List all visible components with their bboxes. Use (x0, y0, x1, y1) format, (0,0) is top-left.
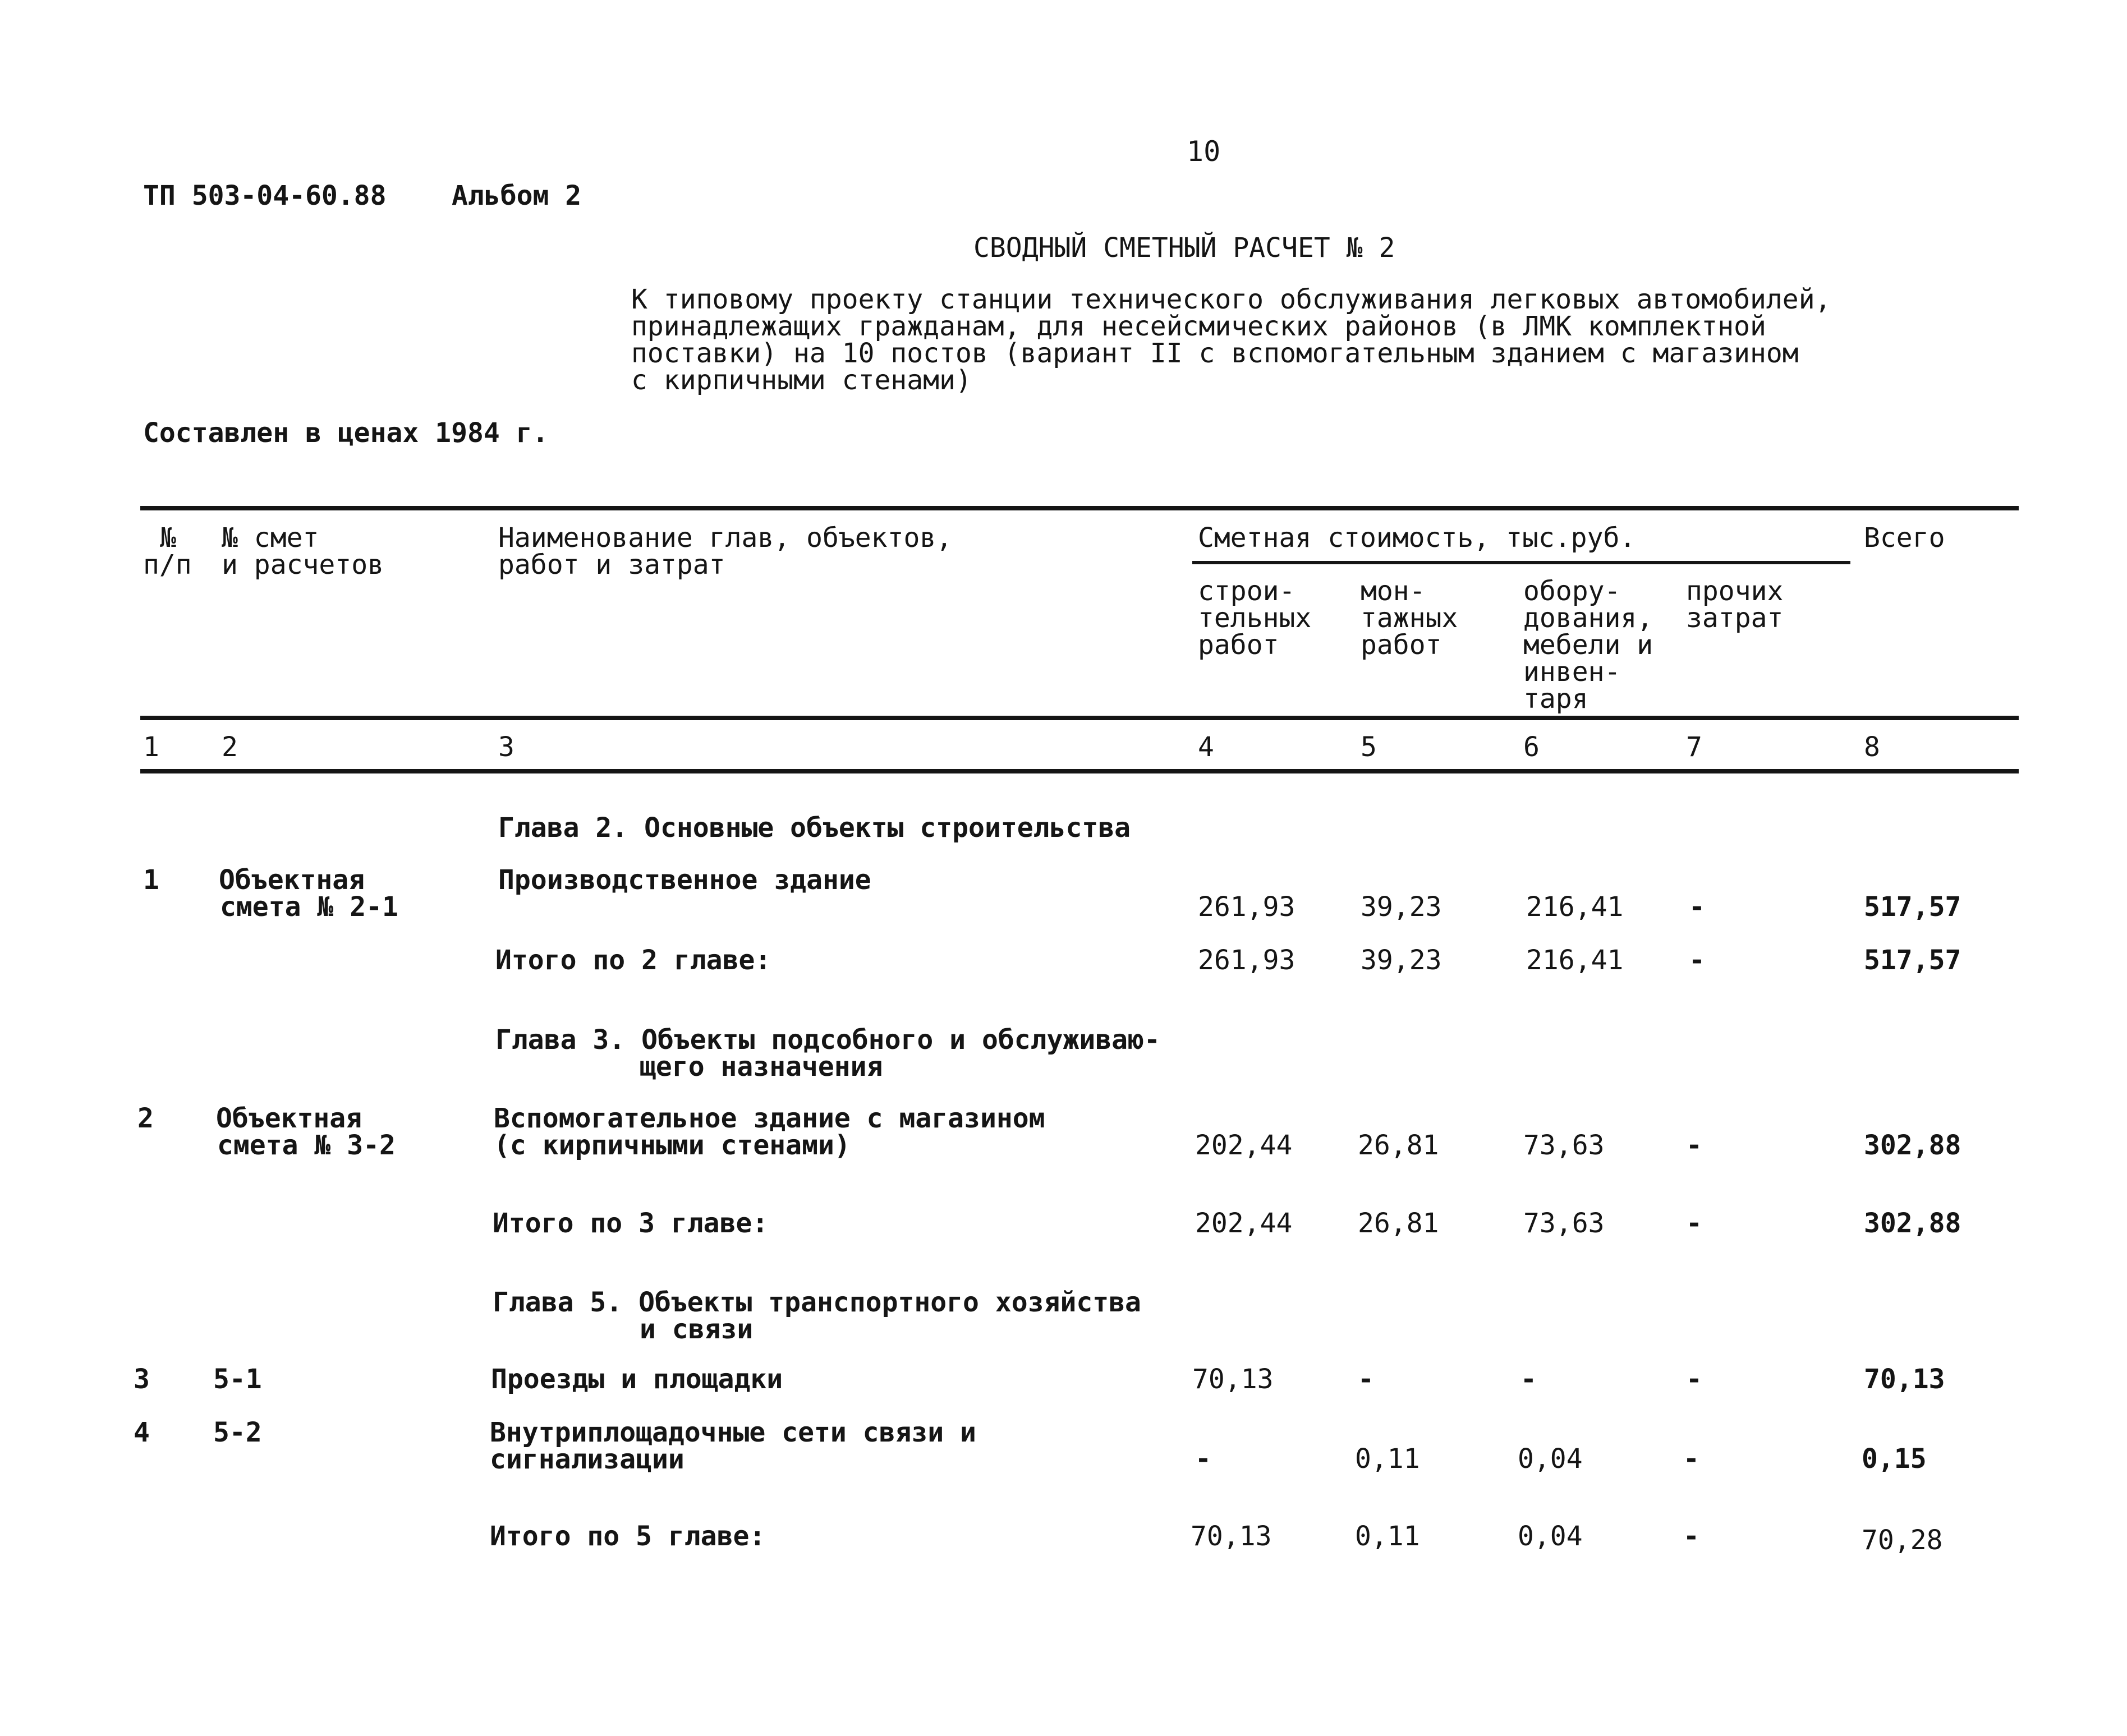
column-number: 5 (1361, 731, 1377, 763)
row-smeta (219, 864, 398, 923)
row-name: Производственное здание (498, 864, 871, 896)
cell-equipment: 0,04 (1518, 1443, 1583, 1475)
header-text: дования, (1523, 602, 1653, 634)
header-col-5 (1361, 575, 1458, 661)
cell-construction: - (1195, 1443, 1211, 1475)
cell-equipment: 73,63 (1523, 1130, 1605, 1161)
header-text: прочих (1686, 575, 1784, 607)
smeta-text: смета № 2-1 (220, 891, 398, 923)
cell-installation: 39,23 (1361, 891, 1442, 923)
header-text: № (160, 522, 176, 554)
cell-other: - (1686, 1364, 1702, 1395)
header-col-3 (498, 522, 953, 581)
cell-total: 517,57 (1864, 891, 1961, 923)
document-subtitle (631, 286, 1831, 394)
total-all: 517,57 (1864, 945, 1961, 976)
cost-group-underline (1192, 561, 1850, 564)
total-other: - (1686, 1208, 1702, 1239)
cell-installation: 0,11 (1355, 1443, 1420, 1475)
subtitle-line: К типовому проекту станции технического обслуживания легковых автомобилей, (631, 284, 1831, 315)
cell-construction: 202,44 (1195, 1130, 1293, 1161)
subtitle-line: с кирпичными стенами) (631, 365, 972, 396)
row-smeta (216, 1105, 396, 1159)
total-equipment: 73,63 (1523, 1208, 1605, 1239)
document-title: СВОДНЫЙ СМЕТНЫЙ РАСЧЕТ № 2 (973, 232, 1395, 264)
cell-other: - (1683, 1443, 1699, 1475)
heading-line: Глава 3. Объекты подсобного и обслуживаю- (495, 1024, 1160, 1056)
name-line: сигнализации (490, 1444, 685, 1475)
column-number: 8 (1864, 731, 1880, 763)
cell-total: 70,13 (1864, 1364, 1945, 1395)
cell-total: 0,15 (1862, 1443, 1927, 1475)
cell-total: 302,88 (1864, 1130, 1961, 1161)
row-number: 2 (137, 1103, 154, 1134)
total-all: 70,28 (1862, 1525, 1943, 1556)
chapter-heading (495, 1024, 1160, 1083)
subtitle-line: поставки) на 10 постов (вариант II с вспомогательным зданием с магазином (631, 338, 1799, 369)
total-construction: 261,93 (1198, 945, 1296, 976)
subtitle-line: принадлежащих гражданам, для несейсмических районов (в ЛМК комплектной (631, 311, 1766, 342)
header-text: работ (1198, 629, 1279, 661)
row-name (494, 1105, 1045, 1159)
row-smeta: 5-1 (213, 1364, 262, 1395)
header-bottom-rule (140, 716, 2019, 720)
header-text: Наименование глав, объектов, (498, 522, 953, 554)
column-number: 4 (1198, 731, 1214, 763)
row-number: 1 (143, 864, 159, 896)
header-text: № смет (222, 522, 319, 554)
row-number: 4 (134, 1417, 150, 1448)
cell-installation: 26,81 (1358, 1130, 1439, 1161)
total-equipment: 216,41 (1526, 945, 1624, 976)
header-col-6 (1523, 575, 1653, 715)
cell-other: - (1689, 891, 1705, 923)
header-col-7 (1686, 575, 1784, 634)
header-col-1 (143, 522, 192, 581)
cell-equipment: - (1520, 1364, 1537, 1395)
header-text: работ (1361, 629, 1442, 661)
column-number: 2 (222, 731, 238, 763)
name-line: (с кирпичными стенами) (494, 1130, 851, 1161)
heading-line: Глава 5. Объекты транспортного хозяйства (493, 1287, 1141, 1318)
header-text: строи- (1198, 575, 1296, 607)
total-other: - (1689, 945, 1705, 976)
cell-construction: 70,13 (1192, 1364, 1274, 1395)
header-text: мон- (1361, 575, 1426, 607)
total-installation: 39,23 (1361, 945, 1442, 976)
header-text: п/п (143, 549, 192, 581)
header-cost-group: Сметная стоимость, тыс.руб. (1198, 522, 1636, 554)
table-top-rule (140, 506, 2019, 510)
header-text: затрат (1686, 602, 1784, 634)
header-text: и расчетов (222, 549, 384, 581)
heading-line: и связи (640, 1314, 754, 1345)
chapter-heading (493, 1289, 1141, 1343)
total-installation: 0,11 (1355, 1521, 1420, 1552)
cell-other: - (1686, 1130, 1702, 1161)
total-other: - (1683, 1521, 1699, 1552)
prices-note: Составлен в ценах 1984 г. (143, 417, 549, 449)
total-equipment: 0,04 (1518, 1521, 1583, 1552)
total-all: 302,88 (1864, 1208, 1961, 1239)
header-text: обору- (1523, 575, 1621, 607)
total-installation: 26,81 (1358, 1208, 1439, 1239)
column-numbers-bottom-rule (140, 769, 2019, 773)
cell-installation: - (1358, 1364, 1374, 1395)
name-line: Вспомогательное здание с магазином (494, 1103, 1045, 1134)
row-number: 3 (134, 1364, 150, 1395)
header-text: инвен- (1523, 656, 1621, 688)
smeta-text: смета № 3-2 (217, 1130, 396, 1161)
total-construction: 202,44 (1195, 1208, 1293, 1239)
column-number: 1 (143, 731, 159, 763)
header-text: работ и затрат (498, 549, 725, 581)
page-number: 10 (1187, 135, 1221, 168)
column-number: 7 (1686, 731, 1702, 763)
chapter-heading: Глава 2. Основные объекты строительства (498, 812, 1131, 844)
column-number: 6 (1523, 731, 1540, 763)
heading-line: щего назначения (640, 1051, 883, 1083)
document-code: ТП 503-04-60.88 (143, 180, 387, 211)
header-col-2 (222, 522, 384, 581)
album-label: Альбом 2 (452, 180, 582, 211)
smeta-text: Объектная (216, 1103, 362, 1134)
total-construction: 70,13 (1191, 1521, 1272, 1552)
row-smeta: 5-2 (213, 1417, 262, 1448)
smeta-text: Объектная (219, 864, 365, 896)
cell-equipment: 216,41 (1526, 891, 1624, 923)
column-number: 3 (498, 731, 514, 763)
header-text: тельных (1198, 602, 1312, 634)
chapter-total-label: Итого по 3 главе: (493, 1208, 769, 1239)
name-line: Внутриплощадочные сети связи и (490, 1417, 976, 1448)
row-name: Проезды и площадки (491, 1364, 783, 1395)
header-text: мебели и (1523, 629, 1653, 661)
chapter-total-label: Итого по 2 главе: (495, 945, 771, 976)
header-col-8: Всего (1864, 522, 1945, 554)
row-name (490, 1419, 976, 1473)
cell-construction: 261,93 (1198, 891, 1296, 923)
chapter-total-label: Итого по 5 главе: (490, 1521, 766, 1552)
header-text: таря (1523, 683, 1588, 715)
header-text: тажных (1361, 602, 1458, 634)
header-col-4 (1198, 575, 1312, 661)
